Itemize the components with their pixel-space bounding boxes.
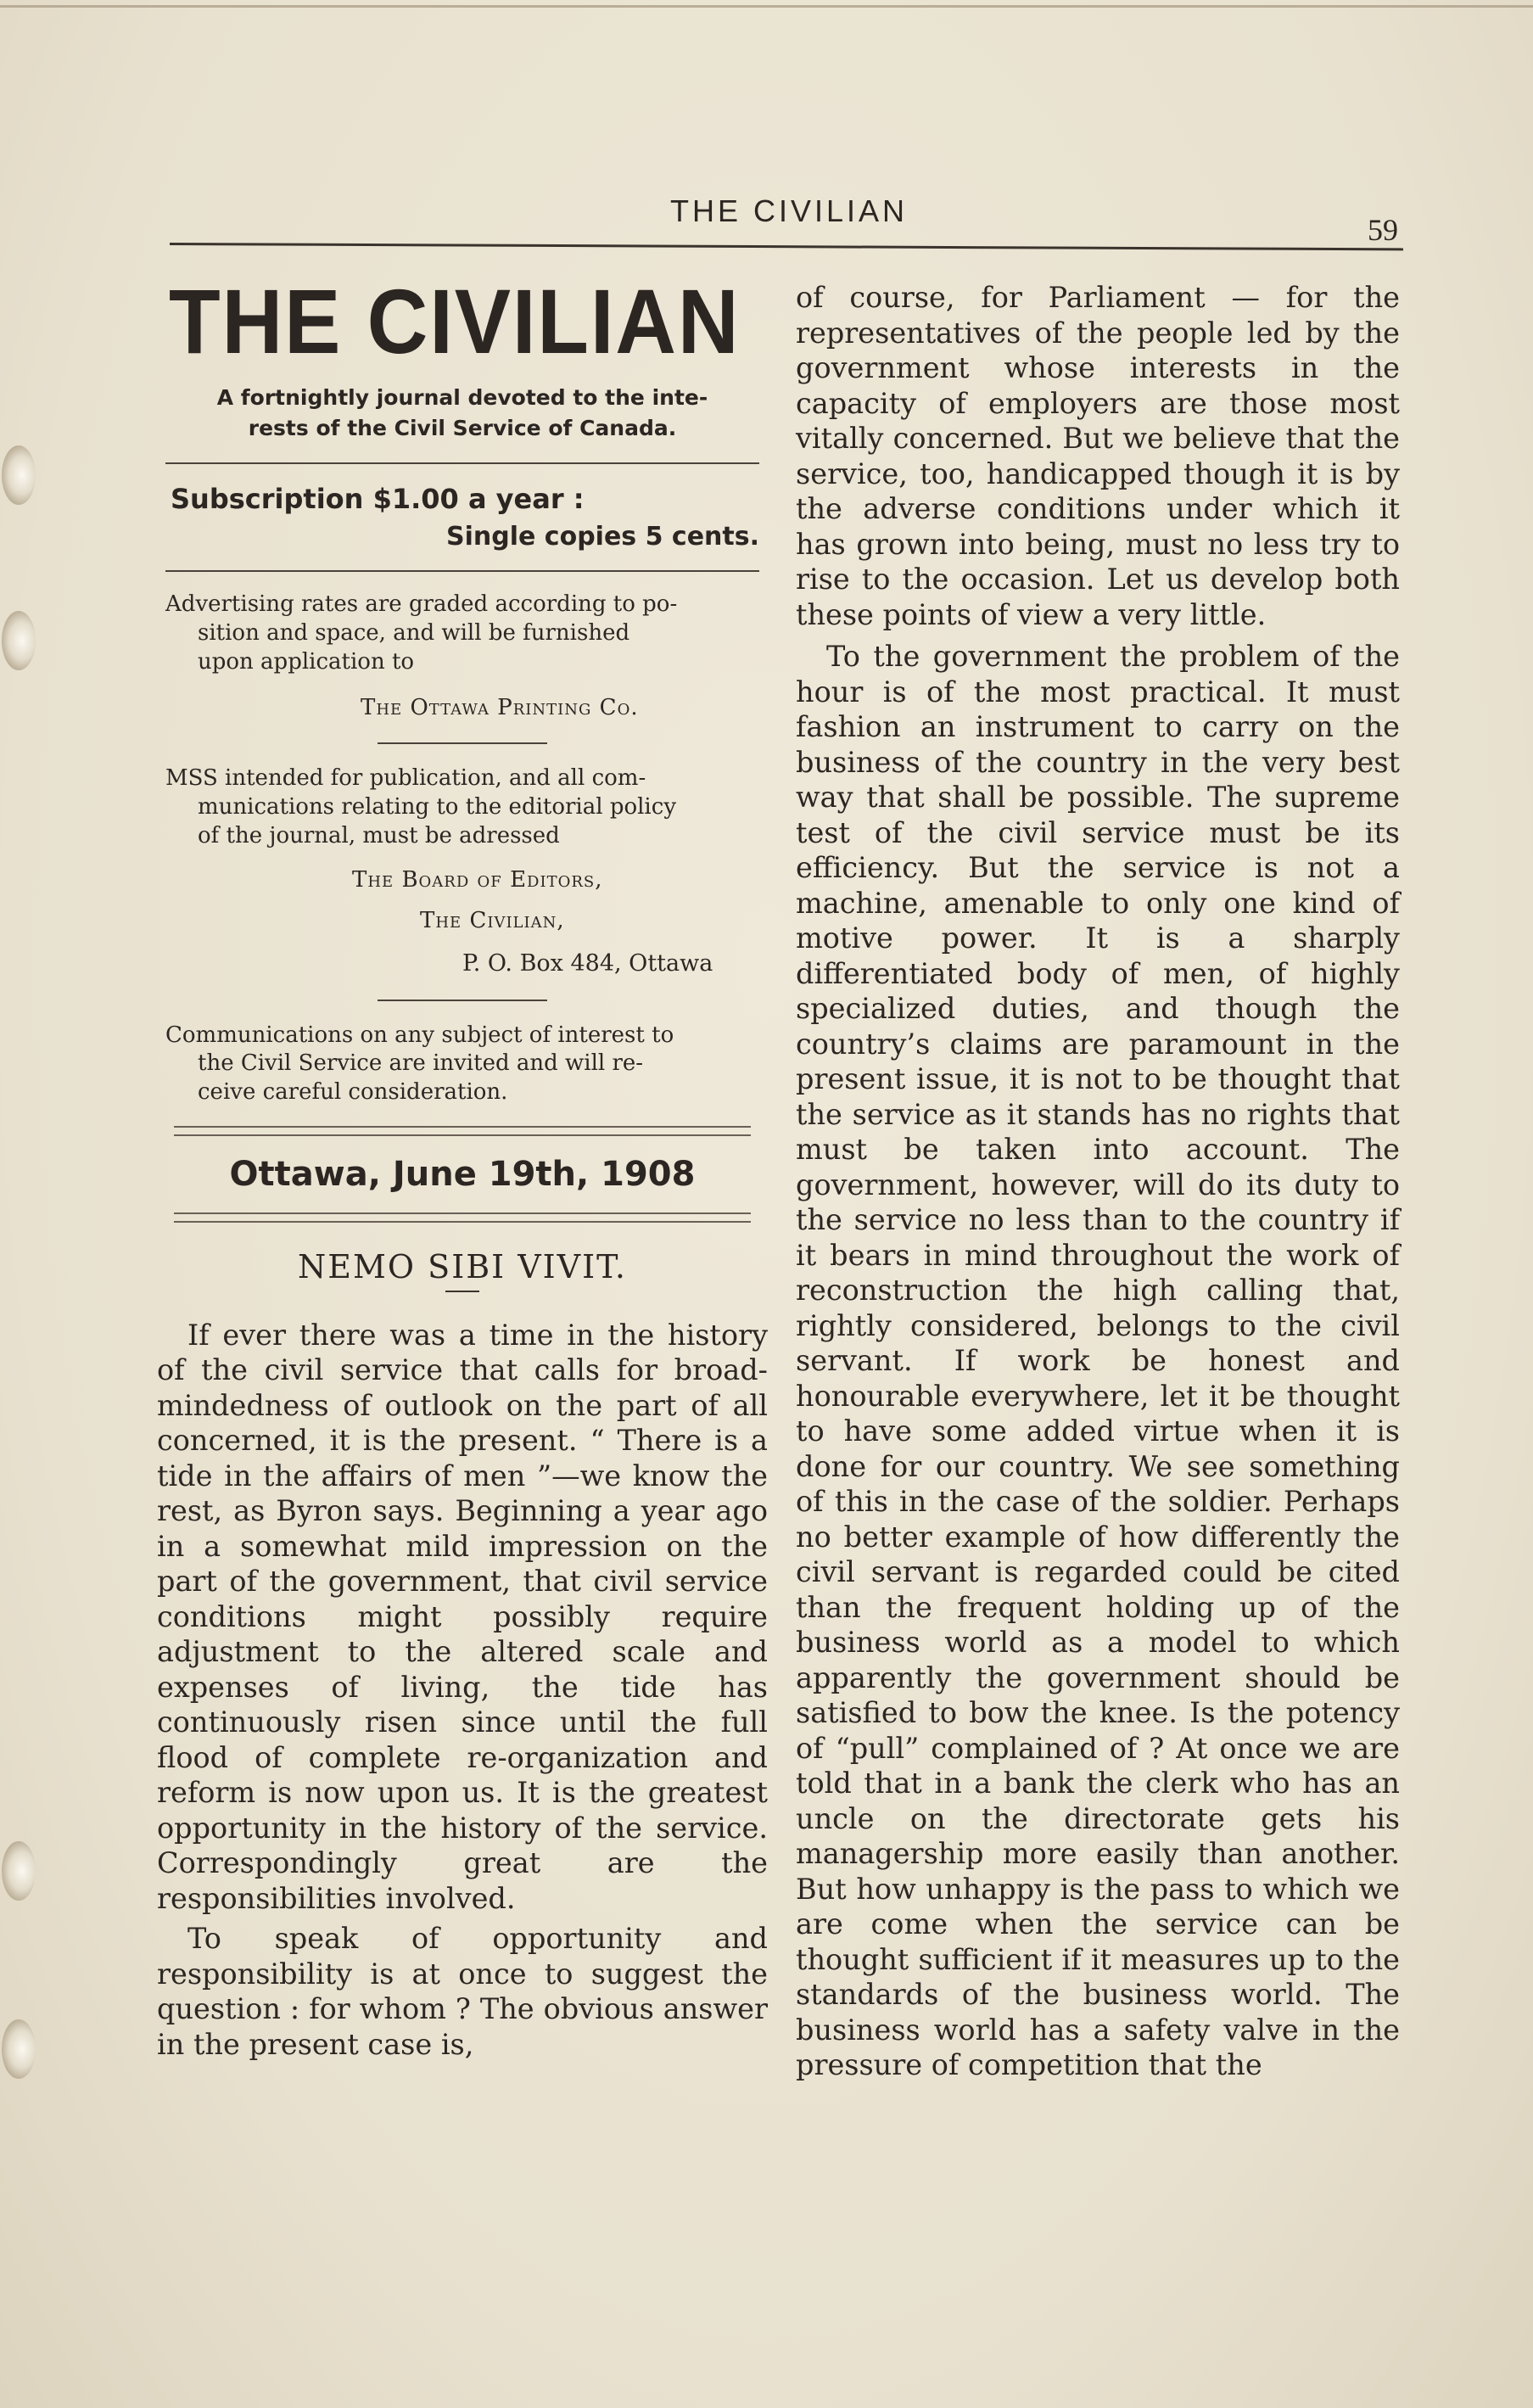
- address-line-1: The Board of Editors,: [352, 866, 603, 893]
- article-paragraph: of course, for Parliament — for the representatives of the people led by the government whose interests in the capacity of employers are those most vitally concerned. But we believe that the service, too, handicapped though it is by the adverse conditions under which it has grown into being, must no less try to rise to the occasion. Let us develop both these points of view a very little.: [796, 281, 1400, 631]
- article-left-body: [157, 1318, 768, 2063]
- divider: [165, 570, 759, 572]
- advertising-line-2: sition and space, and will be furnished: [198, 620, 630, 647]
- masthead-title: THE CIVILIAN: [169, 270, 741, 372]
- binding-hole: [2, 2019, 36, 2079]
- article-title: NEMO SIBI VIVIT.: [298, 1247, 627, 1285]
- comm-line-1: Communications on any subject of interest to: [165, 1022, 674, 1048]
- tagline-line-2: rests of the Civil Service of Canada.: [248, 416, 677, 441]
- subscription-price: Subscription $1.00 a year :: [171, 483, 585, 516]
- title-dash: [445, 1291, 479, 1292]
- mss-line-3: of the journal, must be adressed: [198, 823, 560, 849]
- comm-line-2: the Civil Service are invited and will re-: [198, 1050, 644, 1077]
- article-paragraph: If ever there was a time in the history of the civil service that calls for broad-mindedness of outlook on the part of all concerned, it is the present. “ There is a tide in the affairs of men ”—we know the rest, as Byron says. Beginning a year ago in a somewhat mild impression on the part of the government, that civil service conditions might possibly require adjustment to the altered scale and expenses of living, the tide has continuously risen since until the full flood of complete re-organization and reform is now upon us. It is the greatest opportunity in the history of the service. Correspondingly great are the responsibilities involved.: [157, 1318, 768, 1915]
- advertising-line-3: upon application to: [198, 648, 415, 675]
- page-edge-line: [0, 5, 1533, 8]
- header-rule: [170, 243, 1403, 250]
- page-number: 59: [1368, 213, 1398, 247]
- address-line-2: The Civilian,: [420, 907, 565, 933]
- short-divider: [378, 742, 547, 744]
- tagline-line-1: A fortnightly journal devoted to the inte-: [216, 384, 708, 410]
- binding-hole: [2, 445, 36, 505]
- article-right-body: [796, 280, 1400, 2083]
- mss-line-1: MSS intended for publication, and all com-: [165, 765, 646, 792]
- binding-hole: [2, 1841, 36, 1901]
- article-paragraph: To the government the problem of the hour is of the most practical. It must fashion an instrument to carry on the business of the country in the very best way that shall be possible. The supreme test of the civil service must be its efficiency. But the service is not a machine, amenable to only one kind of motive power. It is a sharply differentiated body of men, of highly specialized duties, and though the country’s claims are paramount in the present issue, it is not to be thought that the service as it stands has no rights that must be taken into account. The government, however, will do its duty to the service no less than to the country if it bears in mind throughout the work of reconstruction the high calling that, rightly considered, belongs to the civil servant. If work be honest and honourable everywhere, let it be thought to have some added virtue when it is done for our country. We see something of this in the case of the soldier. Perhaps no better example of how differently the civil servant is regarded could be cited than the frequent holding up of the business world as a model to which apparently the government should be satisfied to bow the knee. Is the potency of “pull” complained of ? At once we are told that in a bank the clerk who has an uncle on the directorate gets his managership more easily than another. But how unhappy is the pass to which we are come when the service can be thought sufficient if it measures up to the standards of the business world. The business world has a safety valve in the pressure of competition that the: [796, 640, 1400, 2081]
- double-rule: [174, 1126, 751, 1136]
- mss-line-2: munications relating to the editorial policy: [198, 794, 677, 820]
- running-head: THE CIVILIAN: [669, 193, 909, 228]
- mss-notice: [165, 764, 753, 978]
- short-divider: [378, 1000, 547, 1001]
- advertising-line-1: Advertising rates are graded according to po-: [165, 591, 678, 618]
- double-rule: [174, 1212, 751, 1223]
- communications-notice: [165, 1022, 753, 1107]
- comm-line-3: ceive careful consideration.: [198, 1079, 508, 1106]
- article-paragraph: To speak of opportunity and responsibility is at once to suggest the question : for whom ? The obvious answer in the present case is,: [157, 1922, 768, 2061]
- address-line-3: P. O. Box 484, Ottawa: [462, 950, 713, 977]
- single-copy-price: Single copies 5 cents.: [446, 522, 759, 552]
- divider: [165, 462, 759, 464]
- printer-name: The Ottawa Printing Co.: [361, 694, 639, 720]
- binding-hole: [2, 611, 36, 670]
- masthead-column: [157, 272, 768, 2062]
- advertising-notice: [165, 591, 753, 722]
- issue-date: Ottawa, June 19th, 1908: [229, 1154, 696, 1194]
- masthead-tagline: [174, 383, 751, 445]
